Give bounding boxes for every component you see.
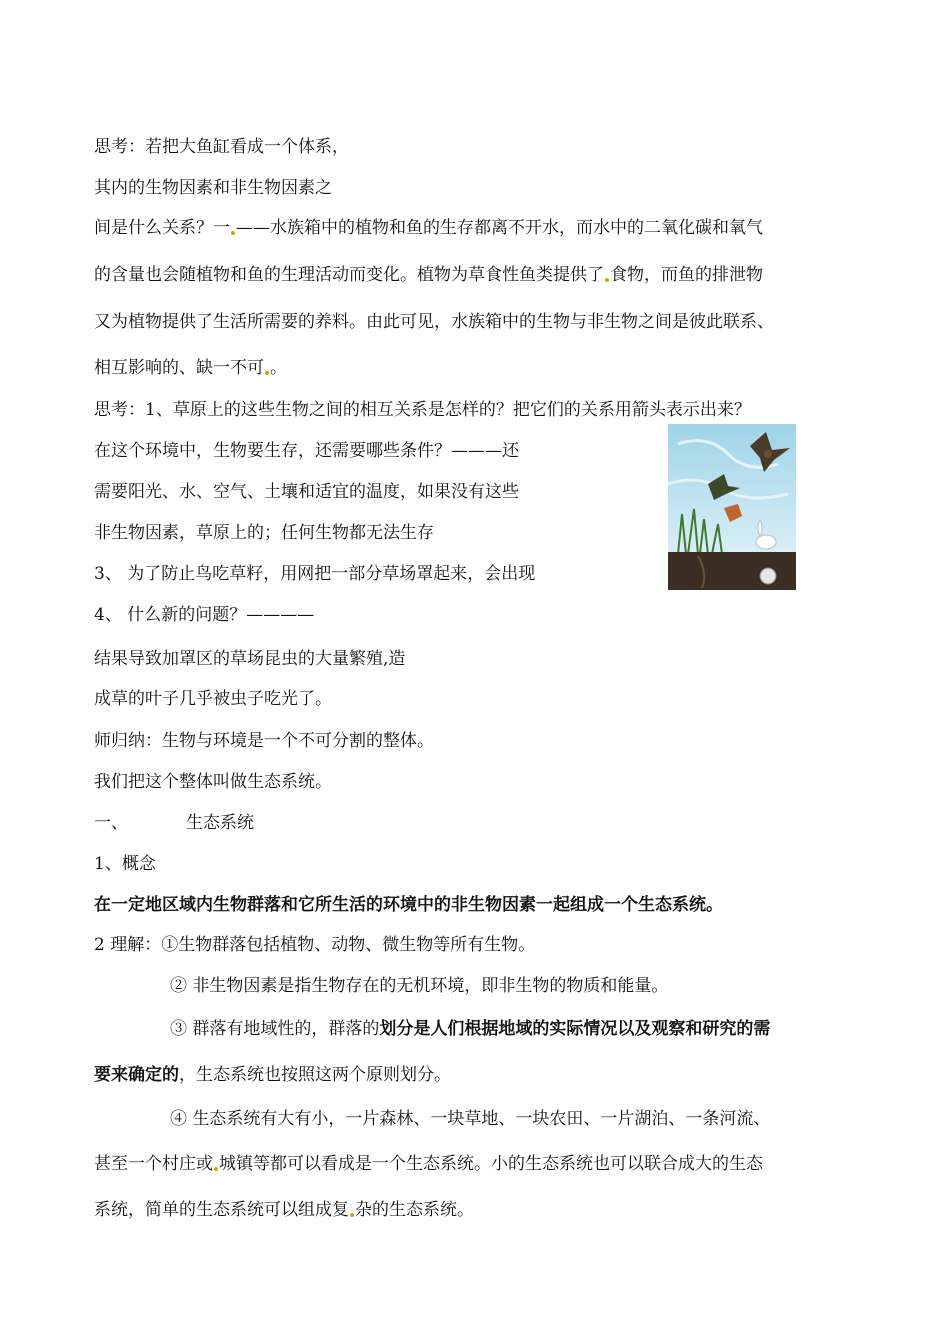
think-question-1: 思考：若把大鱼缸看成一个体系，	[94, 137, 349, 157]
text-line: 4、 什么新的问题？————	[94, 605, 315, 625]
mark-dot	[265, 371, 269, 375]
text-line: 间是什么关系？一 ——水族箱中的植物和鱼的生存都离不开水，而水中的二氧化碳和氧气	[94, 218, 763, 238]
mark-dot	[350, 1213, 354, 1217]
subsection-heading: 1、概念	[94, 854, 156, 874]
grassland-illustration	[668, 424, 796, 590]
definition: 在一定地区域内生物群落和它所生活的环境中的非生物因素一起组成一个生态系统。	[94, 895, 723, 915]
text-line: 非生物因素，草原上的；任何生物都无法生存	[94, 523, 434, 543]
text-line: 相互影响的、缺一不可 。	[94, 358, 287, 378]
text-line: 甚至一个村庄或 城镇等都可以看成是一个生态系统。小的生态系统也可以联合成大的生态	[94, 1154, 763, 1174]
text-line: 我们把这个整体叫做生态系统。	[94, 772, 332, 792]
understanding-1: 2 理解：①生物群落包括植物、动物、微生物等所有生物。	[94, 935, 536, 955]
understanding-3: ③ 群落有地域性的，群落的划分是人们根据地域的实际情况以及观察和研究的需	[170, 1019, 771, 1039]
understanding-4: ④ 生态系统有大有小，一片森林、一块草地、一块农田、一片湖泊、一条河流、	[170, 1109, 771, 1129]
mark-dot	[231, 231, 235, 235]
mark-dot	[605, 278, 609, 282]
section-heading: 一、 生态系统	[94, 813, 254, 833]
text-line: 需要阳光、水、空气、土壤和适宜的温度，如果没有这些	[94, 482, 519, 502]
text-line: 结果导致加罩区的草场昆虫的大量繁殖,造	[94, 649, 406, 669]
text-line: 成草的叶子几乎被虫子吃光了。	[94, 689, 332, 709]
text-line: 系统，简单的生态系统可以组成复 杂的生态系统。	[94, 1200, 474, 1220]
fungus-icon	[760, 568, 776, 584]
soil-ground	[668, 552, 796, 590]
teacher-summary: 师归纳：生物与环境是一个不可分割的整体。	[94, 731, 434, 751]
text-line: 3、 为了防止鸟吃草籽，用网把一部分草场罩起来，会出现	[94, 564, 536, 584]
text-line: 在这个环境中，生物要生存，还需要哪些条件？———还	[94, 441, 519, 461]
understanding-2: ② 非生物因素是指生物存在的无机环境，即非生物的物质和能量。	[170, 976, 669, 996]
think-question-2: 思考：1、草原上的这些生物之间的相互关系是怎样的？把它们的关系用箭头表示出来？	[94, 400, 751, 420]
text-line: 其内的生物因素和非生物因素之	[94, 178, 332, 198]
mark-dot	[214, 1167, 218, 1171]
text-line: 又为植物提供了生活所需要的养料。由此可见，水族箱中的生物与非生物之间是彼此联系、	[94, 312, 774, 332]
text-line: 的含量也会随植物和鱼的生理活动而变化。植物为草食性鱼类提供了 食物，而鱼的排泄物	[94, 265, 763, 285]
text-line: 要来确定的，生态系统也按照这两个原则划分。	[94, 1065, 451, 1085]
